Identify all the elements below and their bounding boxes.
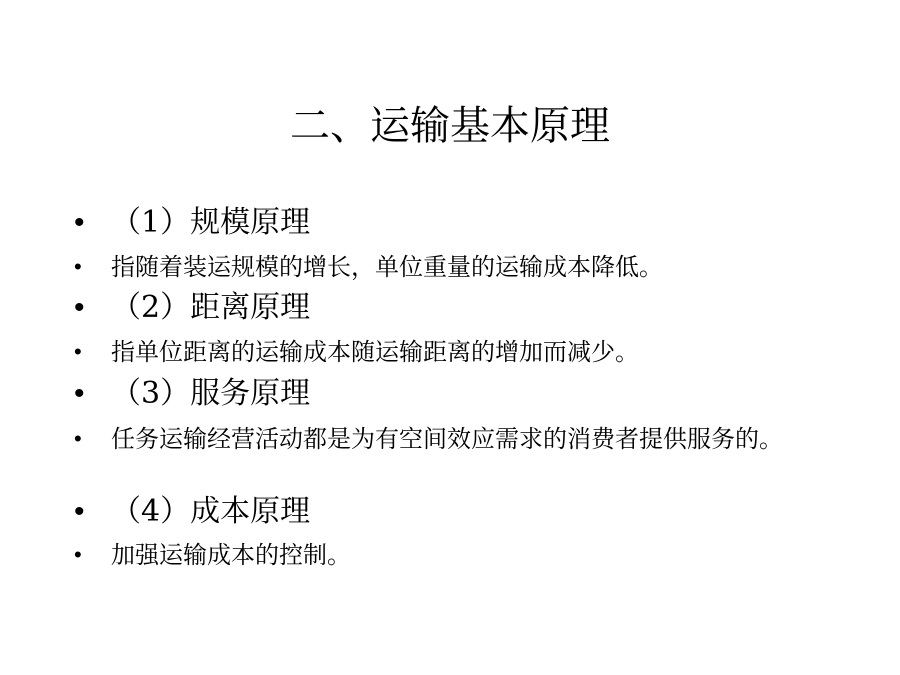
slide-title: 二、运输基本原理 bbox=[290, 103, 610, 149]
bullet-text: 加强运输成本的控制。 bbox=[111, 541, 351, 569]
bullet-heading: （4）成本原理 bbox=[111, 494, 311, 529]
bullet-icon: • bbox=[74, 377, 85, 410]
bullet-icon: • bbox=[74, 254, 82, 279]
bullet-text: 指单位距离的运输成本随运输距离的增加而减少。 bbox=[111, 338, 639, 366]
bullet-icon: • bbox=[74, 339, 82, 364]
bullet-icon: • bbox=[74, 291, 85, 324]
bullet-icon: • bbox=[74, 495, 85, 528]
bullet-text: 任务运输经营活动都是为有空间效应需求的消费者提供服务的。 bbox=[111, 425, 783, 453]
bullet-icon: • bbox=[74, 426, 82, 451]
bullet-text: 指随着装运规模的增长，单位重量的运输成本降低。 bbox=[111, 253, 663, 281]
bullet-heading: （2）距离原理 bbox=[111, 290, 311, 325]
bullet-icon: • bbox=[74, 542, 82, 567]
bullet-icon: • bbox=[74, 206, 85, 239]
bullet-heading: （1）规模原理 bbox=[111, 205, 311, 240]
bullet-heading: （3）服务原理 bbox=[111, 376, 311, 411]
